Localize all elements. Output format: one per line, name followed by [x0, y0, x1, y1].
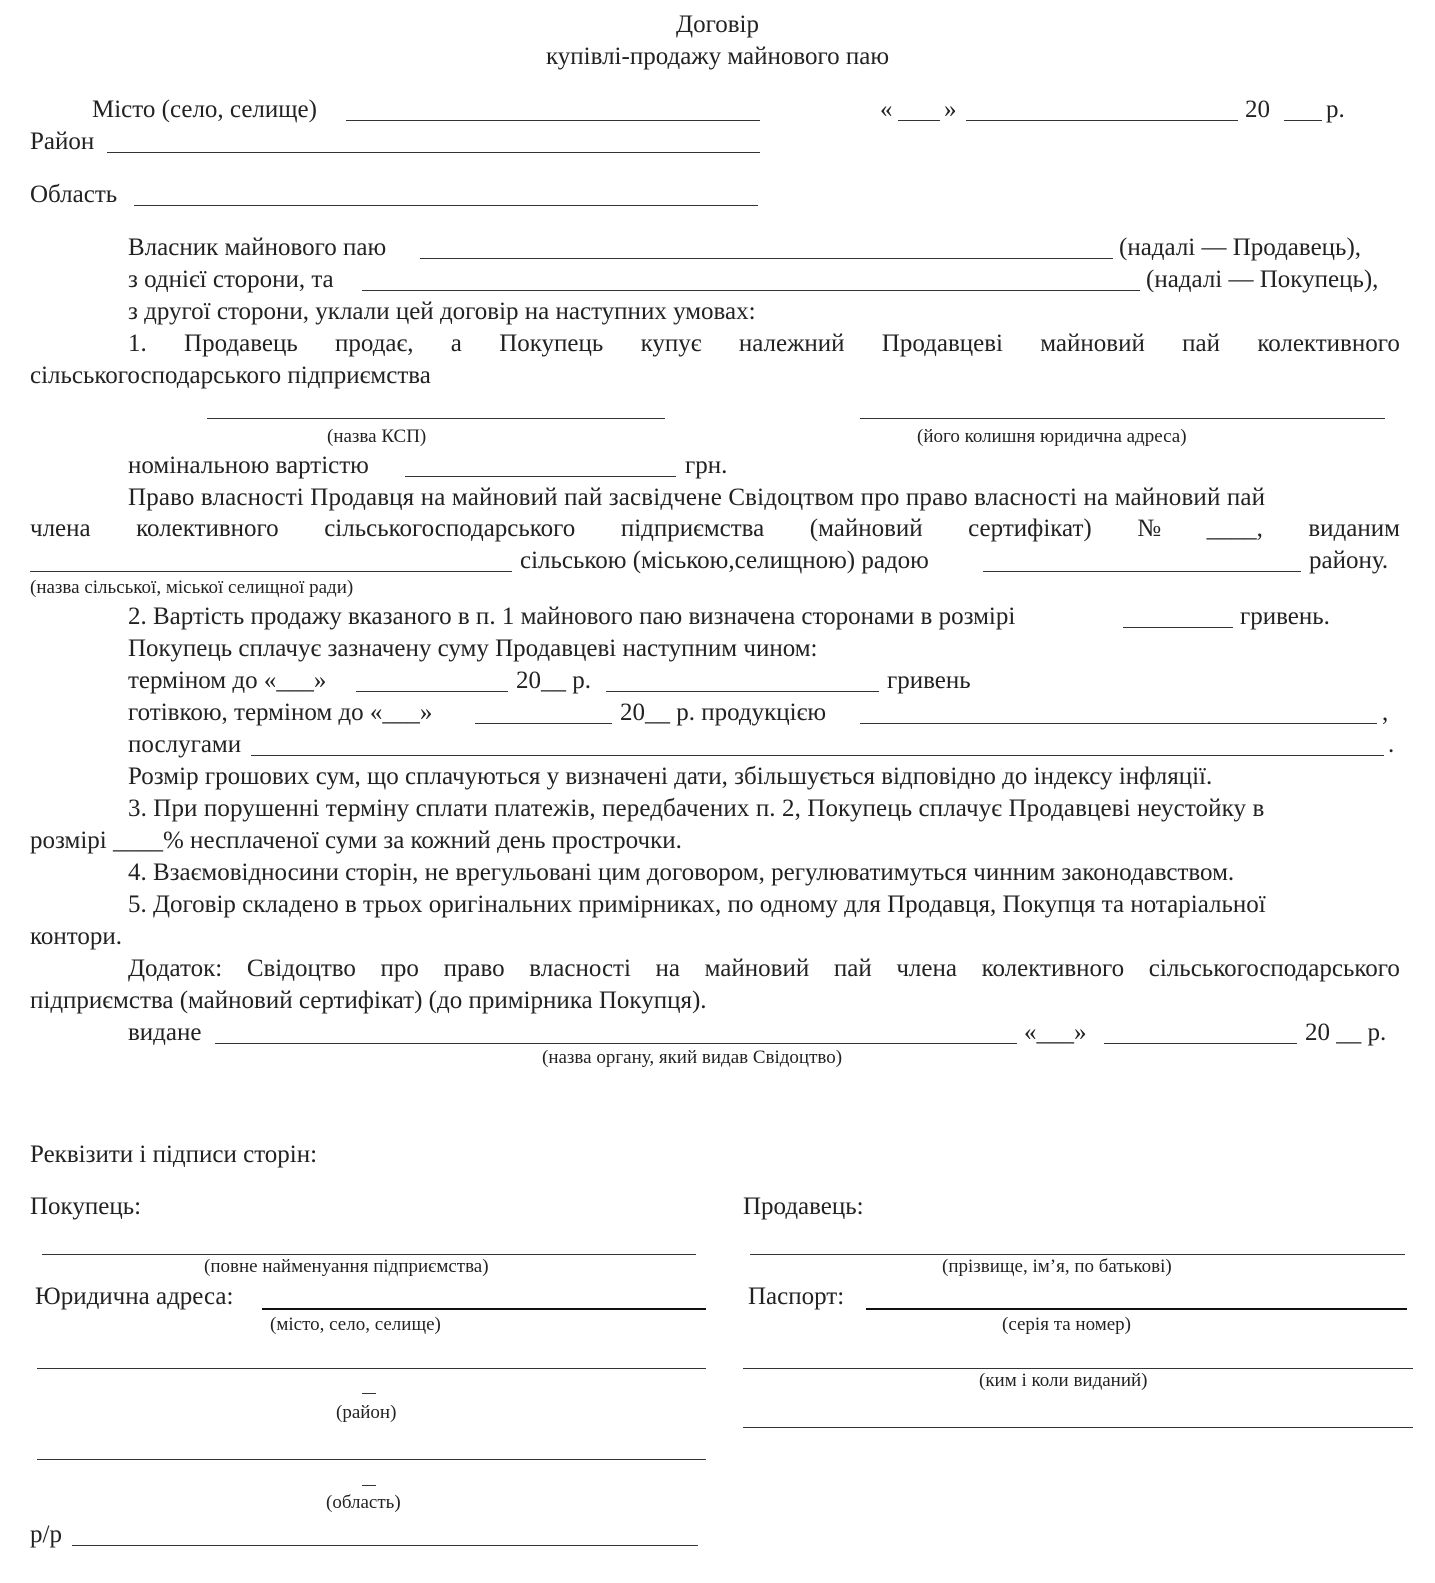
term-currency: гривень	[887, 667, 971, 694]
buyer-city-caption: (місто, село, селище)	[270, 1314, 441, 1335]
district-caption-mark	[362, 1393, 376, 1394]
member-line-word: ____,	[1206, 515, 1263, 542]
seller-note: (надалі — Продавець),	[1119, 234, 1362, 261]
passport-field[interactable]	[866, 1308, 1407, 1310]
clause1-word: майновий	[1040, 330, 1145, 357]
member-line-word: колективного	[136, 515, 279, 542]
cash-year: 20__ р. продукцією	[620, 699, 827, 726]
region-label: Область	[30, 181, 118, 208]
buyer-district-field[interactable]	[37, 1368, 706, 1369]
account-label: р/р	[30, 1521, 62, 1548]
council-name-field[interactable]	[30, 571, 512, 572]
services-label: послугами	[128, 731, 242, 758]
clause1-word: Продавець	[184, 330, 298, 357]
clause1-word: Продавцеві	[881, 330, 1003, 357]
price-text: 2. Вартість продажу вказаного в п. 1 майнового паю визначена сторонами в розмірі	[128, 603, 1016, 630]
clause1-word: 1.	[128, 330, 147, 357]
services-period: .	[1388, 731, 1395, 758]
member-line-word: №	[1137, 515, 1162, 542]
clause5-line1: 5. Договір складено в трьох оригінальних примірниках, по одному для Продавця, Покупця та нотаріальної	[128, 891, 1266, 918]
buyer-name-caption: (повне найменуання підприємства)	[204, 1256, 489, 1277]
price-currency: гривень.	[1240, 603, 1330, 630]
buyer-note: (надалі — Покупець),	[1146, 266, 1379, 293]
clause3-line1: 3. При порушенні терміну сплати платежів, передбачених п. 2, Покупець сплачує Продавцеві неустойку в	[128, 795, 1265, 822]
date-open-quote: «	[880, 96, 893, 123]
pay-intro: Покупець сплачує зазначену суму Продавцеві наступним чином:	[128, 635, 818, 662]
buyer-region-caption: (область)	[326, 1492, 401, 1513]
passport-caption: (серія та номер)	[1002, 1314, 1132, 1335]
date-year-field[interactable]	[1284, 120, 1322, 121]
clause1-word: належний	[738, 330, 845, 357]
date-close-quote: »	[944, 96, 957, 123]
member-line-word: сільськогосподарського	[324, 515, 576, 542]
buyer-label: Покупець:	[30, 1193, 142, 1220]
region-field[interactable]	[134, 205, 758, 206]
price-field[interactable]	[1123, 627, 1233, 628]
clause4-line1: 4. Взаємовідносини сторін, не врегульовані цим договором, регулюватимуться чинним законодавством.	[128, 859, 1235, 886]
appendix-line2: підприємства (майновий сертифікат) (до примірника Покупця).	[30, 987, 707, 1014]
buyer-field[interactable]	[362, 290, 1140, 291]
appendix-word: члена	[896, 955, 957, 982]
appendix-line1	[128, 954, 1400, 984]
clause1-word: а	[450, 330, 462, 357]
appendix-word: колективного	[981, 955, 1125, 982]
date-month-field[interactable]	[966, 120, 1238, 121]
nominal-currency: грн.	[685, 452, 728, 479]
inflation-text: Розмір грошових сум, що сплачуються у визначені дати, збільшується відповідно до індексу інфляції.	[128, 763, 1213, 790]
council-text: сільською (міською,селищною) радою	[520, 547, 929, 574]
services-field[interactable]	[251, 755, 1384, 756]
appendix-word: власності	[529, 955, 631, 982]
term-amount-field[interactable]	[606, 691, 879, 692]
member-line	[30, 514, 1400, 544]
clause3-line2: розмірі ____% несплаченої суми за кожний день прострочки.	[30, 827, 682, 854]
ksp-caption: (назва КСП)	[327, 426, 427, 447]
appendix-word: Додаток:	[128, 955, 223, 982]
district-word: району.	[1309, 547, 1389, 574]
appendix-word: право	[443, 955, 505, 982]
term-label: терміном до «___»	[128, 667, 327, 694]
issuer-field[interactable]	[215, 1043, 1017, 1044]
region-caption-mark	[362, 1485, 376, 1486]
council-caption: (назва сільської, міської селищної ради)	[30, 577, 354, 598]
buyer-district-caption: (район)	[336, 1402, 397, 1423]
ksp-address-caption: (його колишня юридична адреса)	[917, 426, 1187, 447]
buyer-region-field[interactable]	[37, 1459, 706, 1460]
seller-label: Продавець:	[743, 1193, 864, 1220]
products-comma: ,	[1382, 699, 1389, 726]
clause1-line2: сільськогосподарського підприємства	[30, 362, 431, 389]
cash-label: готівкою, терміном до «___»	[128, 699, 433, 726]
passport-label: Паспорт:	[748, 1283, 845, 1310]
document-subtitle: купівлі-продажу майнового паю	[545, 43, 889, 70]
passport-issued-field[interactable]	[743, 1368, 1413, 1369]
term-month-field[interactable]	[356, 691, 508, 692]
member-line-word: (майновий	[809, 515, 923, 542]
appendix-word: про	[380, 955, 419, 982]
council-district-field[interactable]	[983, 571, 1301, 572]
district-label: Район	[30, 128, 95, 155]
appendix-word: Свідоцтво	[246, 955, 356, 982]
issued-date: «___»	[1024, 1019, 1087, 1046]
buyer-name-field[interactable]	[42, 1254, 696, 1255]
member-line-word: виданим	[1308, 515, 1400, 542]
member-line-word: сертифікат)	[968, 515, 1092, 542]
member-line-word: члена	[30, 515, 91, 542]
buyer-address-field[interactable]	[262, 1308, 706, 1310]
clause1-word: пай	[1182, 330, 1221, 357]
clause1-word: купує	[640, 330, 702, 357]
term-year: 20__ р.	[516, 667, 591, 694]
seller-name-field[interactable]	[750, 1254, 1405, 1255]
appendix-word: на	[655, 955, 681, 982]
date-day-field[interactable]	[898, 120, 940, 121]
passport-issued-caption: (ким і коли виданий)	[979, 1370, 1148, 1391]
account-field[interactable]	[72, 1545, 698, 1546]
appendix-word: сільськогосподарського	[1148, 955, 1400, 982]
clause1-word: Покупець	[499, 330, 604, 357]
nominal-label: номінальною вартістю	[128, 452, 369, 479]
clause1-line1	[128, 329, 1400, 359]
date-year-suffix: р.	[1326, 96, 1345, 123]
city-label: Місто (село, селище)	[92, 96, 317, 123]
buyer-address-label: Юридична адреса:	[35, 1283, 234, 1310]
appendix-word: пай	[833, 955, 872, 982]
owner-label: Власник майнового паю	[128, 234, 387, 261]
city-field[interactable]	[346, 120, 760, 121]
seller-extra-field[interactable]	[743, 1427, 1413, 1428]
member-line-word: підприємства	[620, 515, 765, 542]
issued-year: 20 __ р.	[1305, 1019, 1387, 1046]
ksp-name-field[interactable]	[207, 418, 665, 419]
issued-label: видане	[128, 1019, 202, 1046]
other-side-text: з другої сторони, уклали цей договір на наступних умовах:	[128, 298, 756, 325]
district-field[interactable]	[107, 152, 760, 153]
owner-field[interactable]	[420, 258, 1113, 259]
document-title: Договір	[676, 11, 759, 38]
cash-month-field[interactable]	[475, 723, 612, 724]
one-side-text: з однієї сторони, та	[128, 266, 334, 293]
issuer-caption: (назва органу, який видав Свідоцтво)	[542, 1047, 843, 1068]
ksp-address-field[interactable]	[860, 418, 1385, 419]
nominal-value-field[interactable]	[405, 476, 676, 477]
issued-month-field[interactable]	[1104, 1043, 1297, 1044]
clause5-line2: контори.	[30, 923, 122, 950]
products-field[interactable]	[860, 723, 1377, 724]
date-year-prefix: 20	[1245, 96, 1270, 123]
clause1-word: продає,	[335, 330, 414, 357]
appendix-word: майновий	[704, 955, 810, 982]
seller-name-caption: (прізвище, ім’я, по батькові)	[942, 1256, 1172, 1277]
clause1-word: колективного	[1257, 330, 1400, 357]
ownership-text: Право власності Продавця на майновий пай засвідчене Свідоцтвом про право власності на майновий пай	[128, 484, 1266, 511]
signatures-heading: Реквізити і підписи сторін:	[30, 1141, 318, 1168]
